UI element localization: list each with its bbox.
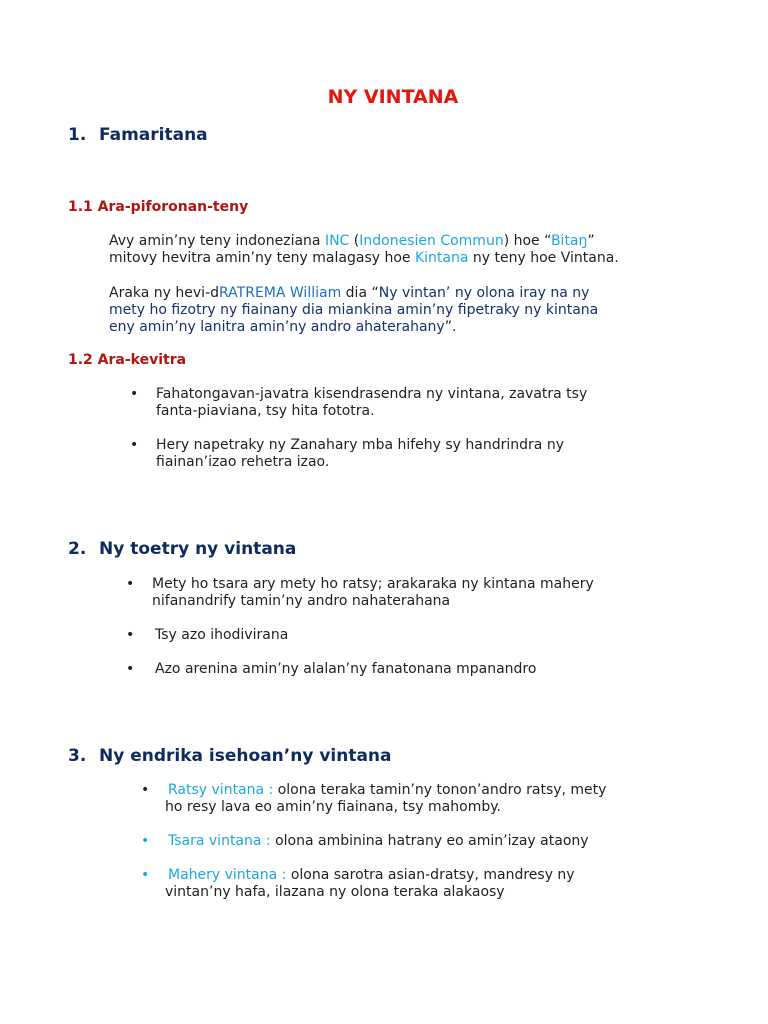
- paragraph-line: [109, 319, 709, 336]
- bullet-icon: •: [141, 867, 150, 883]
- section-1-heading: [68, 125, 208, 145]
- bullet-icon: •: [141, 833, 150, 849]
- term-label: Ratsy vintana :: [168, 782, 274, 798]
- bullet-icon: •: [126, 576, 135, 592]
- list-line: fanta-piaviana, tsy hita fototra.: [156, 403, 375, 419]
- author-name: RATREMA William: [219, 285, 342, 301]
- definition-paragraph: [109, 285, 709, 336]
- section-title: Ny toetry ny vintana: [99, 539, 297, 559]
- paragraph-line: [109, 285, 709, 302]
- text-run: mitovy hevitra amin’ny teny malagasy hoe: [109, 250, 415, 266]
- list-line: Hery napetraky ny Zanahary mba hifehy sy handrindra ny: [156, 437, 564, 453]
- bullet-icon: •: [141, 782, 150, 798]
- bitan-term: Bitaŋ: [550, 233, 588, 249]
- list-item-text: [156, 386, 587, 420]
- list-line: [165, 782, 606, 799]
- quote-text: Ny vintan’ ny olona iray na ny: [378, 285, 590, 301]
- list-line: Fahatongavan-javatra kisendrasendra ny vintana, zavatra tsy: [156, 386, 588, 402]
- text-run: Avy amin’ny teny indoneziana: [109, 233, 325, 249]
- list-item-text: [165, 782, 606, 816]
- list-item-text: [156, 437, 564, 471]
- text-run: dia “: [341, 285, 379, 301]
- subsection-1-2-heading: 1.2 Ara-kevitra: [68, 352, 187, 368]
- list-item-text: Tsy azo ihodivirana: [155, 627, 289, 643]
- quote-text: eny amin’ny lanitra amin’ny andro ahaterahany: [109, 319, 445, 335]
- bullet-icon: •: [126, 627, 135, 643]
- list-item-text: [165, 867, 575, 901]
- text-run: ”.: [444, 319, 457, 335]
- inc-term: INC: [324, 233, 350, 249]
- section-3-heading: [68, 746, 392, 766]
- text-run: olona sarotra asian-dratsy, mandresy ny: [286, 867, 575, 883]
- section-number: 3.: [68, 746, 87, 766]
- paragraph-line: [109, 233, 709, 250]
- subsection-1-1-heading: 1.1 Ara-piforonan-teny: [68, 199, 249, 215]
- list-item-text: [152, 576, 594, 610]
- page-title: NY VINTANA: [327, 86, 459, 108]
- section-number: 2.: [68, 539, 87, 559]
- text-run: Araka ny hevi-d: [109, 285, 220, 301]
- section-2-heading: [68, 539, 296, 559]
- bullet-icon: •: [130, 386, 139, 402]
- list-line: nifanandrify tamin’ny andro nahaterahana: [152, 593, 451, 609]
- text-run: olona ambinina hatrany eo amin’izay ataony: [270, 833, 589, 849]
- list-line: ho resy lava eo amin’ny fiainana, tsy mahomby.: [165, 799, 501, 815]
- term-label: Tsara vintana :: [168, 833, 271, 849]
- bullet-icon: •: [126, 661, 135, 677]
- quote-line: mety ho fizotry ny fiainany dia miankina amin’ny fipetraky ny kintana: [109, 302, 599, 318]
- term-label: Mahery vintana :: [168, 867, 287, 883]
- section-number: 1.: [68, 125, 87, 145]
- paragraph-line: [109, 250, 709, 267]
- text-run: (: [349, 233, 360, 249]
- bullet-icon: •: [130, 437, 139, 453]
- etymology-paragraph: [109, 233, 709, 267]
- list-line: vintan’ny hafa, ilazana ny olona teraka alakaosy: [165, 884, 505, 900]
- list-item-text: [165, 833, 589, 850]
- list-item-text: Azo arenina amin’ny alalan’ny fanatonana mpanandro: [155, 661, 537, 677]
- text-run: ”: [587, 233, 595, 249]
- list-line: [165, 867, 575, 884]
- indonesien-commun-term: Indonesien Commun: [359, 233, 504, 249]
- list-line: fiainan’izao rehetra izao.: [156, 454, 330, 470]
- section-title: Ny endrika isehoan’ny vintana: [99, 746, 392, 766]
- text-run: ny teny hoe Vintana.: [468, 250, 619, 266]
- section-title: Famaritana: [99, 125, 208, 145]
- text-run: olona teraka tamin’ny tonon’andro ratsy, mety: [273, 782, 607, 798]
- text-run: ) hoe “: [503, 233, 551, 249]
- list-line: Mety ho tsara ary mety ho ratsy; arakaraka ny kintana mahery: [152, 576, 594, 592]
- kintana-term: Kintana: [414, 250, 469, 266]
